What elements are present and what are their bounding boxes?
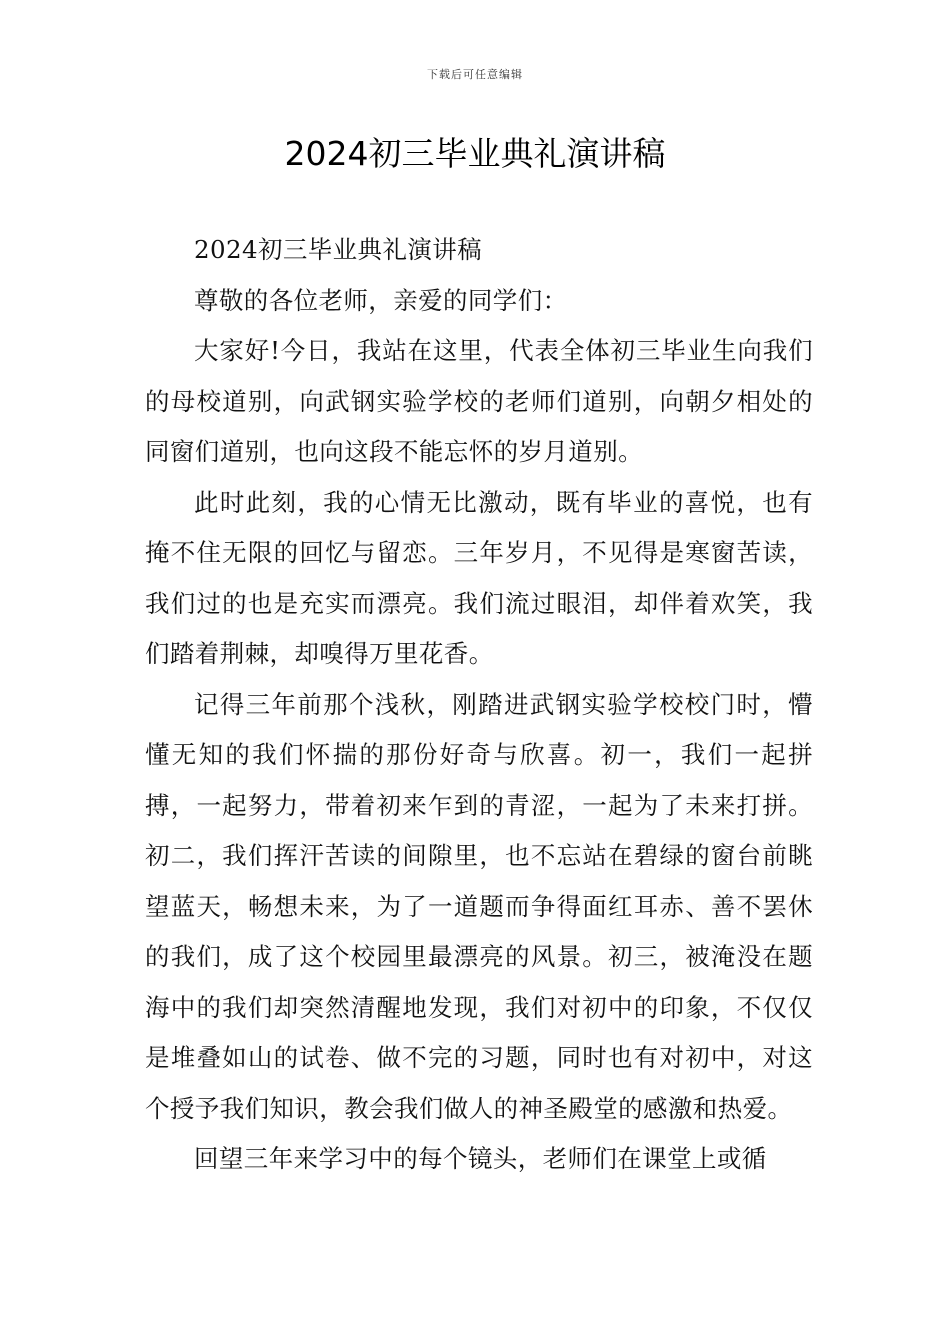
document-body [145,225,813,1185]
header-note: 下载后可任意编辑 [427,68,523,81]
paragraph-memories: 记得三年前那个浅秋，刚踏进武钢实验学校校门时，懵懂无知的我们怀揣的那份好奇与欣喜。初一，我们一起拼搏，一起努力，带着初来乍到的青涩，一起为了未来打拼。初二，我们挥汗苦读的间隙里，也不忘站在碧绿的窗台前眺望蓝天，畅想未来，为了一道题而争得面红耳赤、善不罢休的我们，成了这个校园里最漂亮的风景。初三，被淹没在题海中的我们却突然清醒地发现，我们对初中的印象，不仅仅是堆叠如山的试卷、做不完的习题，同时也有对初中，对这个授予我们知识，教会我们做人的神圣殿堂的感激和热爱。 [145,689,813,1123]
paragraph-subtitle: 2024初三毕业典礼演讲稿 [194,235,483,264]
document-title: 2024初三毕业典礼演讲稿 [284,134,666,173]
paragraph-looking-back: 回望三年来学习中的每个镜头，老师们在课堂上或循 [194,1144,767,1173]
paragraph-feelings: 此时此刻，我的心情无比激动，既有毕业的喜悦，也有掩不住无限的回忆与留恋。三年岁月，不见得是寒窗苦读，我们过的也是充实而漂亮。我们流过眼泪，却伴着欢笑，我们踏着荆棘，却嗅得万里花香。 [145,487,813,668]
paragraph-salutation: 尊敬的各位老师，亲爱的同学们： [194,285,568,315]
paragraph-greeting: 大家好!今日，我站在这里，代表全体初三毕业生向我们的母校道别，向武钢实验学校的老师们道别，向朝夕相处的同窗们道别，也向这段不能忘怀的岁月道别。 [145,336,813,466]
